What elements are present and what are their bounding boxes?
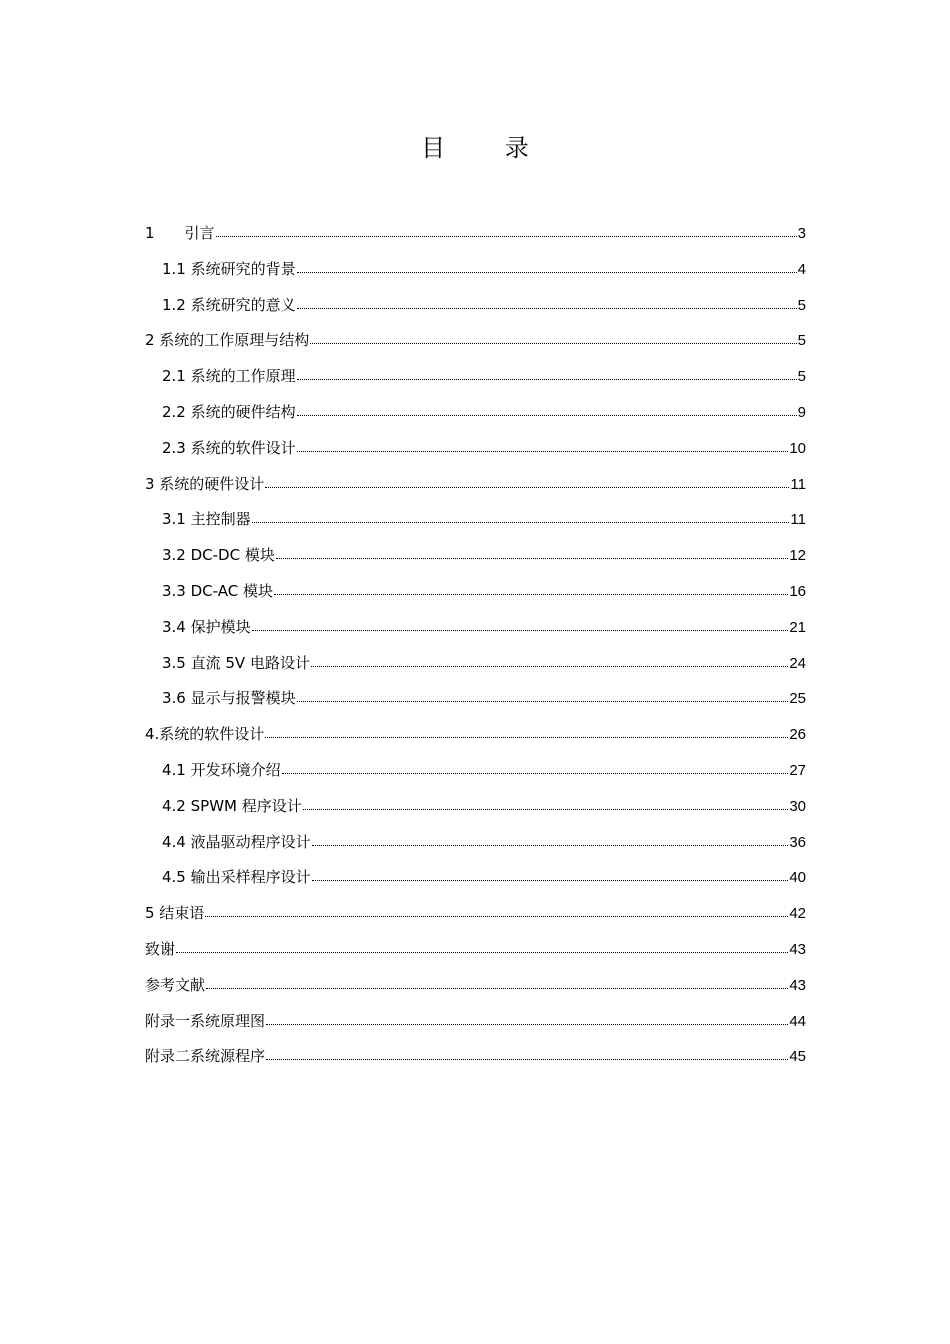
toc-entry[interactable] xyxy=(145,1004,806,1040)
toc-entry-label: 3.3 DC-AC 模块 xyxy=(162,581,273,600)
toc-entry[interactable] xyxy=(145,467,806,503)
dot-leader xyxy=(297,367,797,381)
toc-entry-page: 42 xyxy=(789,905,806,923)
toc-entry-label: 2.2 系统的硬件结构 xyxy=(162,402,296,421)
toc-entry[interactable] xyxy=(145,896,806,932)
toc-entry-page: 25 xyxy=(789,690,806,708)
dot-leader xyxy=(216,224,797,238)
dot-leader xyxy=(312,868,789,882)
toc-entry-page: 43 xyxy=(789,940,806,958)
toc-entry[interactable] xyxy=(145,216,806,252)
toc-list xyxy=(145,216,806,1075)
toc-entry[interactable] xyxy=(145,288,806,324)
dot-leader xyxy=(282,761,789,775)
toc-entry-label: 3.6 显示与报警模块 xyxy=(162,689,296,708)
dot-leader xyxy=(311,654,788,668)
dot-leader xyxy=(310,331,796,345)
dot-leader xyxy=(274,582,788,596)
toc-entry-label: 1.1 系统研究的背景 xyxy=(162,259,296,278)
toc-entry[interactable] xyxy=(145,681,806,717)
toc-entry-page: 5 xyxy=(797,296,806,314)
dot-leader xyxy=(265,475,789,489)
toc-entry-page: 11 xyxy=(790,511,806,529)
toc-entry-page: 5 xyxy=(797,332,806,350)
dot-leader xyxy=(206,976,788,990)
toc-entry-page: 9 xyxy=(797,403,806,421)
toc-entry-label: 5 结束语 xyxy=(145,904,205,923)
toc-entry-page: 30 xyxy=(789,797,806,815)
toc-entry-page: 12 xyxy=(789,547,806,565)
toc-entry-label: 3.4 保护模块 xyxy=(162,617,251,636)
toc-entry[interactable] xyxy=(145,359,806,395)
toc-entry-label: 2.3 系统的软件设计 xyxy=(162,438,296,457)
toc-entry[interactable] xyxy=(145,825,806,861)
toc-entry[interactable] xyxy=(145,502,806,538)
toc-entry-label: 参考文献 xyxy=(145,975,206,994)
dot-leader xyxy=(176,940,788,954)
dot-leader xyxy=(252,618,789,632)
toc-entry[interactable] xyxy=(145,323,806,359)
toc-entry-label: 附录一系统原理图 xyxy=(145,1011,266,1030)
toc-entry-label: 4.1 开发环境介绍 xyxy=(162,760,281,779)
toc-entry[interactable] xyxy=(145,610,806,646)
toc-entry-page: 11 xyxy=(790,475,806,493)
toc-entry-page: 24 xyxy=(789,654,806,672)
dot-leader xyxy=(297,439,789,453)
toc-entry[interactable] xyxy=(145,1039,806,1075)
toc-entry-label: 3.5 直流 5V 电路设计 xyxy=(162,653,310,672)
dot-leader xyxy=(312,833,789,847)
toc-entry-label: 附录二系统源程序 xyxy=(145,1047,266,1066)
toc-entry[interactable] xyxy=(145,789,806,825)
dot-leader xyxy=(297,689,789,703)
toc-entry-page: 44 xyxy=(789,1012,806,1030)
toc-entry-label: 4.4 液晶驱动程序设计 xyxy=(162,832,311,851)
dot-leader xyxy=(297,403,797,417)
toc-entry-label: 3.1 主控制器 xyxy=(162,510,251,529)
dot-leader xyxy=(297,260,797,274)
toc-entry[interactable] xyxy=(145,932,806,968)
toc-entry[interactable] xyxy=(145,395,806,431)
toc-entry-page: 45 xyxy=(789,1048,806,1066)
toc-entry-label: 4.5 输出采样程序设计 xyxy=(162,868,311,887)
toc-entry-label: 2.1 系统的工作原理 xyxy=(162,367,296,386)
toc-entry-label: 2 系统的工作原理与结构 xyxy=(145,331,310,350)
dot-leader xyxy=(276,546,788,560)
toc-entry-label: 致谢 xyxy=(145,939,176,958)
dot-leader xyxy=(252,510,790,524)
toc-entry[interactable] xyxy=(145,717,806,753)
toc-entry[interactable] xyxy=(145,753,806,789)
dot-leader xyxy=(266,1047,788,1061)
toc-entry[interactable] xyxy=(145,646,806,682)
toc-entry-page: 36 xyxy=(789,833,806,851)
toc-entry-label: 4.系统的软件设计 xyxy=(145,725,265,744)
toc-entry-label: 3.2 DC-DC 模块 xyxy=(162,546,275,565)
toc-entry-page: 21 xyxy=(789,618,806,636)
dot-leader xyxy=(265,725,788,739)
toc-entry-label: 3 系统的硬件设计 xyxy=(145,474,265,493)
toc-entry-label: 1 引言 xyxy=(145,224,215,242)
toc-entry-page: 16 xyxy=(789,582,806,600)
toc-entry-page: 10 xyxy=(789,439,806,457)
toc-entry[interactable] xyxy=(145,538,806,574)
dot-leader xyxy=(266,1012,788,1026)
toc-entry-page: 5 xyxy=(797,368,806,386)
dot-leader xyxy=(205,904,788,918)
page-title: 目 录 xyxy=(421,134,555,162)
toc-entry-page: 26 xyxy=(789,726,806,744)
toc-entry-label: 4.2 SPWM 程序设计 xyxy=(162,796,302,815)
toc-entry-page: 43 xyxy=(789,976,806,994)
toc-entry-page: 40 xyxy=(789,869,806,887)
toc-entry-page: 3 xyxy=(797,225,806,242)
dot-leader xyxy=(297,296,797,310)
toc-entry[interactable] xyxy=(145,431,806,467)
toc-entry[interactable] xyxy=(145,574,806,610)
toc-entry-label: 1.2 系统研究的意义 xyxy=(162,295,296,314)
toc-entry[interactable] xyxy=(145,968,806,1004)
toc-entry[interactable] xyxy=(145,252,806,288)
toc-entry-page: 27 xyxy=(789,761,806,779)
toc-entry-page: 4 xyxy=(797,260,806,278)
dot-leader xyxy=(303,797,789,811)
toc-entry[interactable] xyxy=(145,860,806,896)
